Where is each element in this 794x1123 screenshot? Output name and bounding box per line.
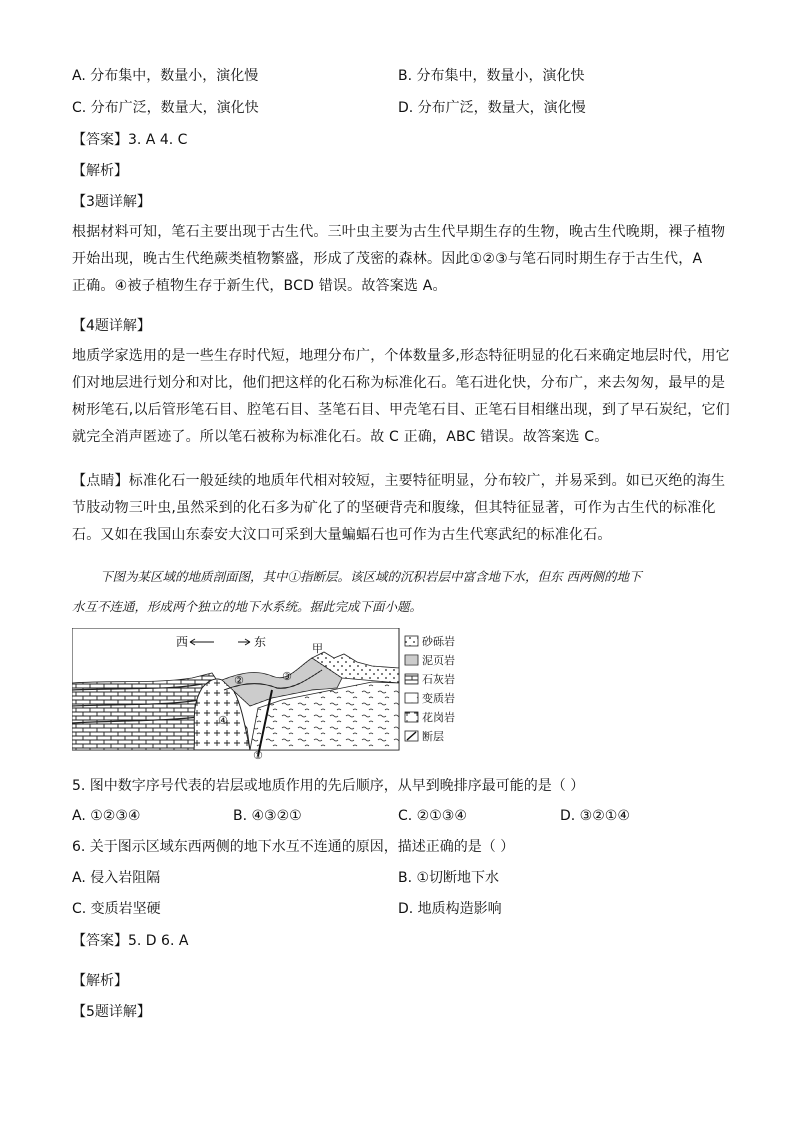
text-line: 就完全消声匿迹了。所以笔石被称为标准化石。故 C 正确，ABC 错误。故答案选 C。 xyxy=(72,429,609,445)
q6-option-b: B. ①切断地下水 xyxy=(398,870,500,886)
q6-option-d: D. 地质构造影响 xyxy=(398,901,502,917)
option-c: C. 分布广泛，数量大，演化快 xyxy=(72,100,259,116)
legend-granite: 花岗岩 xyxy=(422,711,455,724)
text-line: 们对地层进行划分和对比，他们把这样的化石称为标准化石。笔石进化快，分布广，来去匆匆，最早的是 xyxy=(72,375,726,391)
text-line: 石。又如在我国山东泰安大汶口可采到大量蝙蝠石也可作为古生代寒武纪的标准化石。 xyxy=(72,527,612,543)
q6-option-a: A. 侵入岩阻隔 xyxy=(72,870,161,886)
analysis-heading: 【解析】 xyxy=(72,163,128,179)
option-d: D. 分布广泛，数量大，演化慢 xyxy=(398,100,586,116)
geologic-section-figure xyxy=(72,628,464,760)
q5-option-c: C. ②①③④ xyxy=(398,808,467,824)
q6-option-c: C. 变质岩坚硬 xyxy=(72,901,161,917)
option-b: B. 分布集中，数量小，演化快 xyxy=(398,68,585,84)
east-label: 东 xyxy=(254,635,267,649)
legend-limestone: 石灰岩 xyxy=(422,673,455,686)
text-line: 根据材料可知，笔石主要出现于古生代。三叶虫主要为古生代早期生存的生物，晚古生代晚期，裸子植物 xyxy=(72,224,726,240)
analysis-heading-2: 【解析】 xyxy=(72,973,128,989)
option-a: A. 分布集中，数量小，演化慢 xyxy=(72,68,259,84)
label-3: ③ xyxy=(282,670,292,683)
q5-option-b: B. ④③②① xyxy=(233,808,302,824)
answer-line-2: 【答案】5. D 6. A xyxy=(72,933,189,949)
detail-4-heading: 【4题详解】 xyxy=(72,318,151,334)
legend-fault: 断层 xyxy=(422,730,444,743)
label-jia: 甲 xyxy=(312,642,323,655)
q5-option-a: A. ①②③④ xyxy=(72,808,141,824)
text-line: 水互不连通，形成两个独立的地下水系统。据此完成下面小题。 xyxy=(72,599,423,614)
text-line: 正确。④被子植物生存于新生代，BCD 错误。故答案选 A。 xyxy=(72,278,447,294)
text-line: 地质学家选用的是一些生存时代短，地理分布广，个体数量多,形态特征明显的化石来确定地层时代，用它 xyxy=(72,348,730,364)
text-line: 树形笔石,以后管形笔石目、腔笔石目、茎笔石目、甲壳笔石目、正笔石目相继出现，到了早石炭纪，它们 xyxy=(72,402,730,418)
q5-option-d: D. ③②①④ xyxy=(560,808,630,824)
text-line: 开始出现，晚古生代绝蕨类植物繁盛，形成了茂密的森林。因此①②③与笔石同时期生存于古生代，A xyxy=(72,251,703,267)
question-6-stem: 6. 关于图示区域东西两侧的地下水互不连通的原因，描述正确的是（ ） xyxy=(72,839,515,855)
detail-3-paragraph xyxy=(72,219,726,300)
answer-line: 【答案】3. A 4. C xyxy=(72,132,188,148)
legend-shale: 泥页岩 xyxy=(422,654,455,667)
text-line: 节肢动物三叶虫,虽然采到的化石多为矿化了的坚硬背壳和腹缘，但其特征显著，可作为古生代的标准化 xyxy=(72,500,716,516)
detail-3-heading: 【3题详解】 xyxy=(72,194,151,210)
label-1: ① xyxy=(253,749,263,760)
figure-legend xyxy=(405,634,455,743)
legend-sandstone: 砂砾岩 xyxy=(422,635,455,648)
remark-paragraph xyxy=(72,468,726,549)
legend-metamorphic: 变质岩 xyxy=(422,692,455,705)
detail-4-paragraph xyxy=(72,343,730,451)
text-line: 下图为某区域的地质剖面图，其中①指断层。该区域的沉积岩层中富含地下水，但东 西两侧的地下 xyxy=(100,569,642,584)
label-2: ② xyxy=(234,674,244,687)
west-label: 西 xyxy=(176,635,189,649)
figure-intro xyxy=(72,562,732,622)
text-line: 【点睛】标准化石一般延续的地质年代相对较短，主要特征明显，分布较广，并易采到。如已灭绝的海生 xyxy=(72,473,726,489)
detail-5-heading: 【5题详解】 xyxy=(72,1004,151,1020)
question-5-stem: 5. 图中数字序号代表的岩层或地质作用的先后顺序，从早到晚排序最可能的是（ ） xyxy=(72,778,585,794)
label-4: ④ xyxy=(218,714,228,727)
